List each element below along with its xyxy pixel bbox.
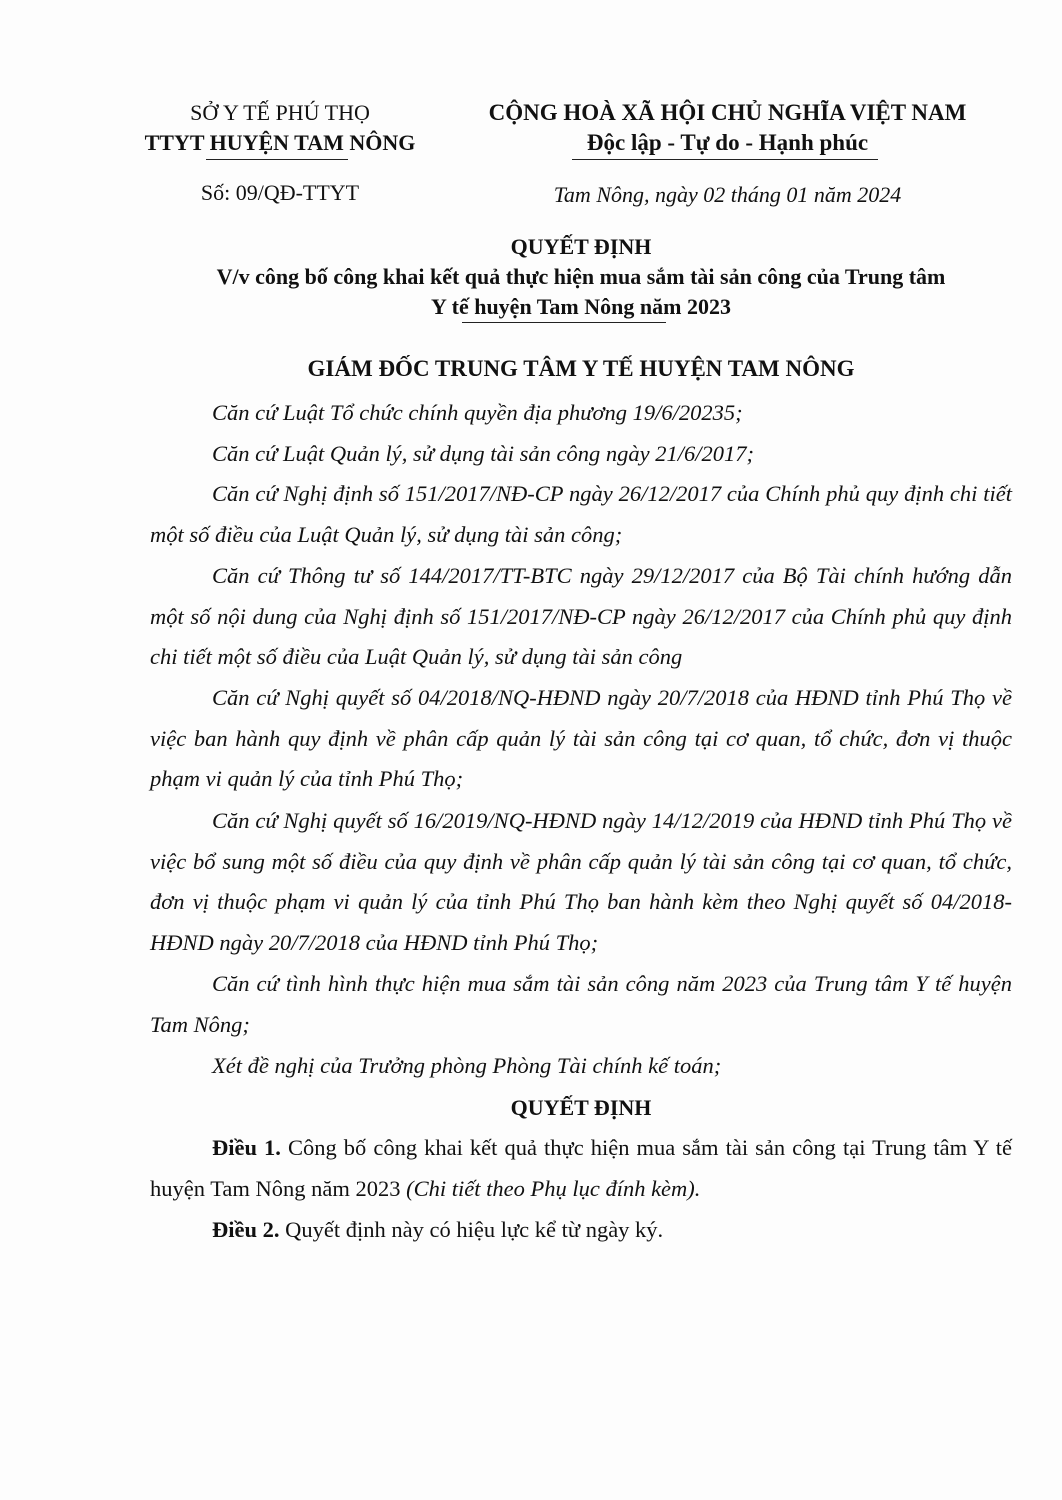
issuer-block (120, 98, 440, 158)
article-1-note: (Chi tiết theo Phụ lục đính kèm). (406, 1175, 701, 1201)
basis-2: Căn cứ Luật Quản lý, sử dụng tài sản công ngày 21/6/2017; (212, 441, 755, 466)
issuing-authority: GIÁM ĐỐC TRUNG TÂM Y TẾ HUYỆN TAM NÔNG (307, 356, 855, 381)
decision-heading: QUYẾT ĐỊNH (510, 1095, 652, 1120)
basis-6: Căn cứ Nghị quyết số 16/2019/NQ-HĐND ngày 14/12/2019 của HĐND tỉnh Phú Thọ về việc bổ sung một số điều của quy định về phân cấp quản lý tài sản công tại cơ quan, tổ chức, đơn vị thuộc phạm vi quản lý của tỉnh Phú Thọ ban hành kèm theo Nghị quyết số 04/2018-HĐND ngày 20/7/2018 của HĐND tỉnh Phú Thọ; (150, 808, 1012, 956)
parent-agency: SỞ Y TẾ PHÚ THỌ (190, 100, 370, 125)
basis-8: Xét đề nghị của Trưởng phòng Phòng Tài chính kế toán; (212, 1053, 722, 1078)
document-title: QUYẾT ĐỊNH (510, 234, 652, 259)
article-2 (150, 1210, 1012, 1251)
title-underline (462, 322, 666, 323)
article-1-label: Điều 1. (212, 1135, 281, 1160)
basis-1: Căn cứ Luật Tổ chức chính quyền địa phương 19/6/20235; (212, 400, 743, 425)
basis-3: Căn cứ Nghị định số 151/2017/NĐ-CP ngày 26/12/2017 của Chính phủ quy định chi tiết một số điều của Luật Quản lý, sử dụng tài sản công; (150, 481, 1012, 547)
issuer-underline (206, 159, 348, 160)
subject-line-1: V/v công bố công khai kết quả thực hiện mua sắm tài sản công của Trung tâm (216, 264, 946, 289)
basis-4: Căn cứ Thông tư số 144/2017/TT-BTC ngày 29/12/2017 của Bộ Tài chính hướng dẫn một số nội dung của Nghị định số 151/2017/NĐ-CP ngày 26/12/2017 của Chính phủ quy định chi tiết một số điều của Luật Quản lý, sử dụng tài sản công (150, 563, 1012, 670)
basis-5: Căn cứ Nghị quyết số 04/2018/NQ-HĐND ngày 20/7/2018 của HĐND tỉnh Phú Thọ về việc ban hành quy định về phân cấp quản lý tài sản công tại cơ quan, tổ chức, đơn vị thuộc phạm vi quản lý của tỉnh Phú Thọ; (150, 685, 1012, 792)
article-2-text: Quyết định này có hiệu lực kể từ ngày ký. (279, 1217, 664, 1242)
motto-underline (572, 159, 878, 160)
national-motto: Độc lập - Tự do - Hạnh phúc (586, 130, 869, 155)
place-date: Tam Nông, ngày 02 tháng 01 năm 2024 (553, 182, 902, 207)
document-number: Số: 09/QĐ-TTYT (200, 180, 360, 205)
article-1 (150, 1128, 1012, 1209)
issuing-agency: TTYT HUYỆN TAM NÔNG (144, 130, 416, 155)
national-title-block (470, 98, 985, 158)
subject-line-2: Y tế huyện Tam Nông năm 2023 (431, 294, 731, 319)
national-title: CỘNG HOÀ XÃ HỘI CHỦ NGHĨA VIỆT NAM (488, 100, 967, 125)
article-2-label: Điều 2. (212, 1217, 280, 1242)
basis-7: Căn cứ tình hình thực hiện mua sắm tài sản công năm 2023 của Trung tâm Y tế huyện Tam Nông; (150, 971, 1012, 1037)
article-1-text: Công bố công khai kết quả thực hiện mua sắm tài sản công tại Trung tâm Y tế huyện Tam Nông năm 2023 (150, 1135, 1013, 1201)
